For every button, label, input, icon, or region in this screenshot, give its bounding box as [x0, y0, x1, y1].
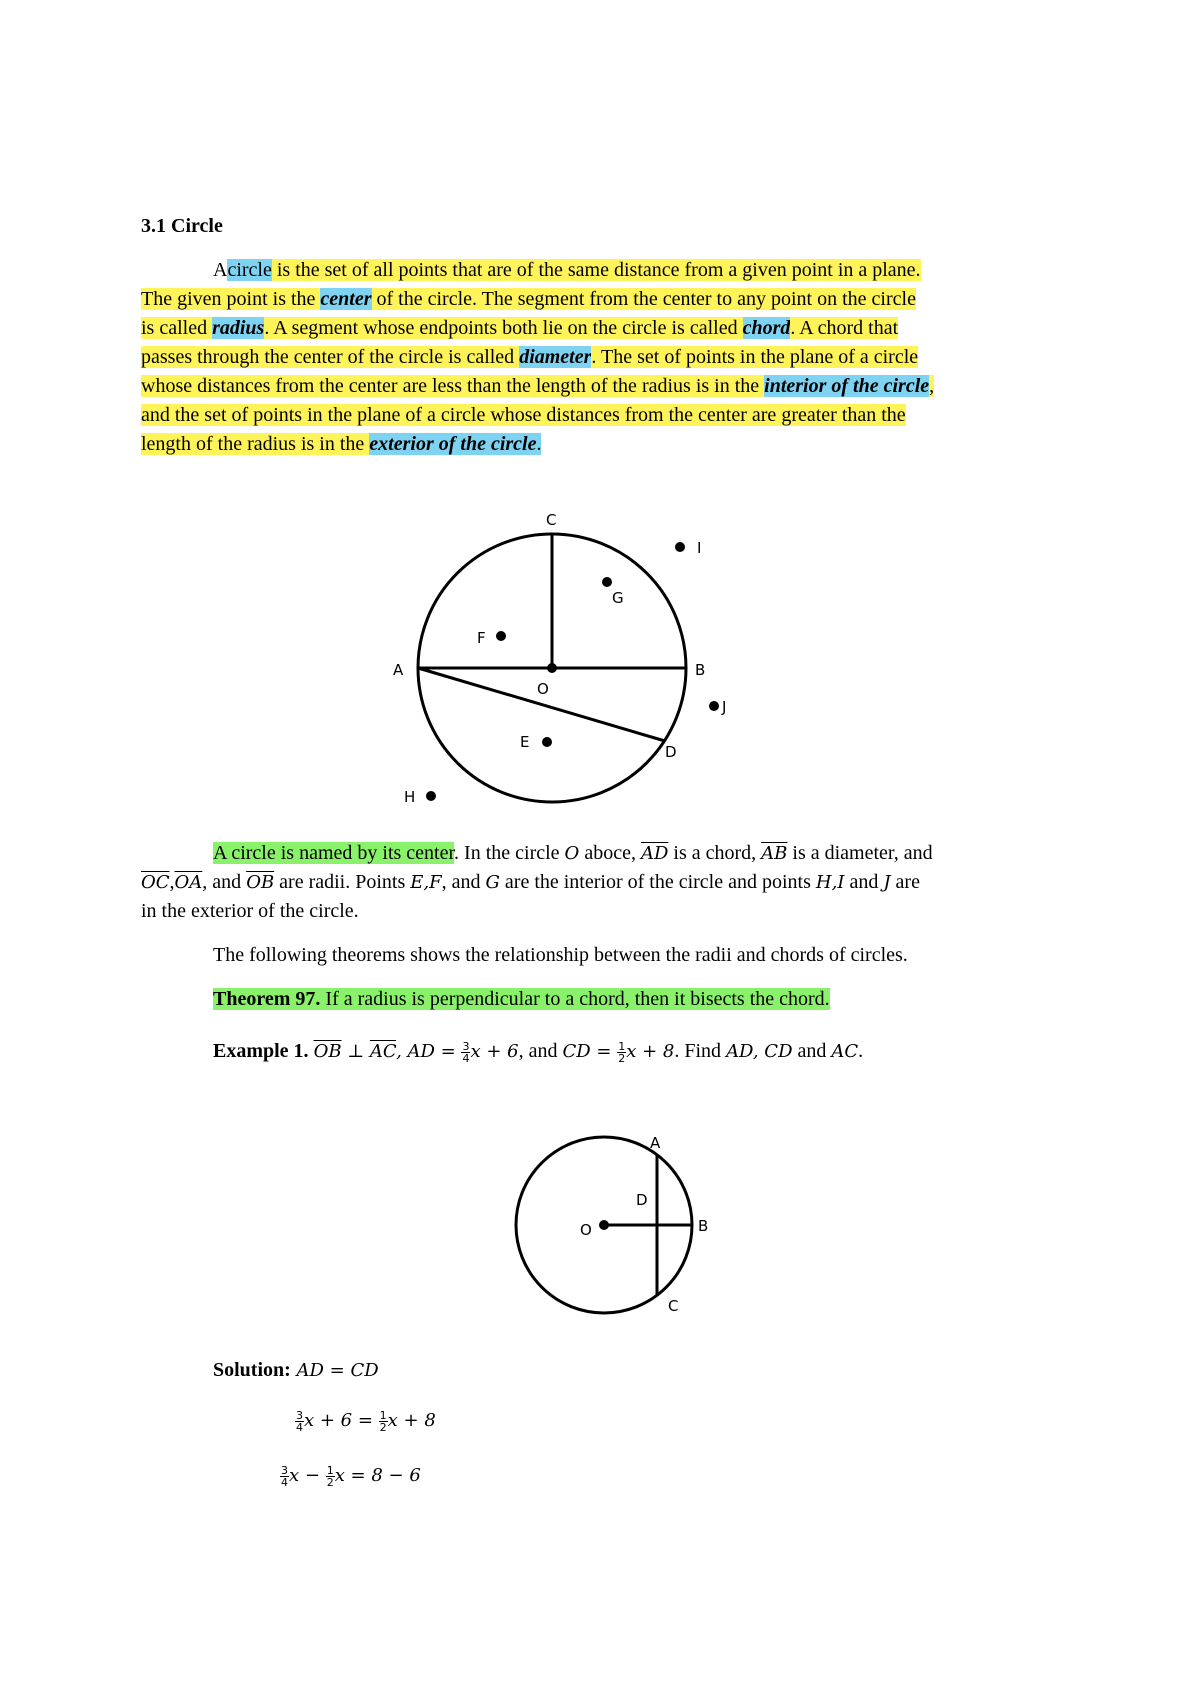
point-e: [542, 737, 552, 747]
label-g: G: [612, 589, 624, 607]
para1-line6: and the set of points in the plane of a circle whose distances from the center are greater than the: [141, 404, 906, 426]
example-1: Example 1. $\overline{OB}$ ⊥ $\overline{AC}$, AD = $\frac{3}{4}$ x + 6, and CD = $\frac{1}{2}$ x + 8. Find AD, CD and AC.: [213, 1039, 864, 1065]
label-e: E: [520, 733, 530, 751]
para1-line7: length of the radius is in the exterior of the circle.: [141, 433, 542, 455]
para2-line3: in the exterior of the circle.: [141, 900, 359, 922]
label-a2: A: [650, 1134, 661, 1152]
label-i: I: [697, 539, 702, 557]
label-h: H: [404, 788, 416, 806]
label-b: B: [695, 661, 706, 679]
point-o: [547, 663, 557, 673]
theorem-text: If a radius is perpendicular to a chord, then it bisects the chord.: [320, 988, 830, 1010]
label-o2: O: [580, 1221, 592, 1239]
label-c2: C: [668, 1297, 679, 1315]
para1-line2: The given point is the center of the circle. The segment from the center to any point on the circle: [141, 288, 916, 310]
label-a: A: [393, 661, 404, 679]
circle-figure-2: [0, 1100, 1200, 1330]
para2-line1: A circle is named by its center. In the circle O aboce, $\overline{AD}$ is a chord, $\overline{AB}$ is a diameter, and: [213, 842, 933, 864]
label-b2: B: [698, 1217, 709, 1235]
para1-line3: is called radius. A segment whose endpoints both lie on the circle is called chord. A chord that: [141, 317, 899, 339]
solution-equation-2: $\frac{3}{4}$ x − $\frac{1}{2}$ x = 8 − 6: [281, 1463, 421, 1489]
term-center: center: [320, 288, 372, 310]
chord-ad: [418, 668, 665, 741]
term-chord: chord: [742, 317, 791, 339]
term-radius: radius: [212, 317, 265, 339]
point-f: [496, 631, 506, 641]
para1-line4: passes through the center of the circle is called diameter. The set of points in the plane of a circle: [141, 346, 919, 368]
solution-line: Solution: AD = CD: [213, 1359, 379, 1381]
fraction-1-2: $\frac{1}{2}$: [618, 1039, 626, 1065]
label-j: J: [722, 698, 727, 716]
theorems-intro: The following theorems shows the relationship between the radii and chords of circles.: [213, 944, 908, 966]
label-d2: D: [636, 1191, 648, 1209]
term-interior: interior of the circle: [764, 375, 930, 397]
solution-equation-1: $\frac{3}{4}$ x + 6 = $\frac{1}{2}$ x + 8: [296, 1408, 436, 1434]
highlight-named-by-center: A circle is named by its center: [213, 842, 455, 864]
para1-line1: Acircle is the set of all points that are of the same distance from a given point in a plane.: [213, 259, 921, 281]
point-i: [675, 542, 685, 552]
fraction-3-4: $\frac{3}{4}$: [462, 1039, 470, 1065]
label-d: D: [665, 743, 677, 761]
label-c: C: [546, 511, 557, 529]
circle-figure-1: [0, 0, 1200, 820]
para2-line2: $\overline{OC},\overline{OA}$, and $\overline{OB}$ are radii. Points E,F, and G are the interior of the circle and points H,I and J are: [141, 871, 920, 893]
para1-line5: whose distances from the center are less than the length of the radius is in the interior of the circle,: [141, 375, 935, 397]
section-heading: 3.1 Circle: [141, 215, 223, 237]
point-g: [602, 577, 612, 587]
term-exterior: exterior of the circle: [369, 433, 537, 455]
label-f: F: [477, 629, 486, 647]
term-circle: circle: [227, 259, 272, 281]
point-h: [426, 791, 436, 801]
label-o: O: [537, 680, 549, 698]
theorem-97: [213, 985, 830, 1013]
point-j: [709, 701, 719, 711]
theorem-label: Theorem 97.: [213, 988, 321, 1010]
point-o2: [599, 1220, 609, 1230]
term-diameter: diameter: [519, 346, 592, 368]
